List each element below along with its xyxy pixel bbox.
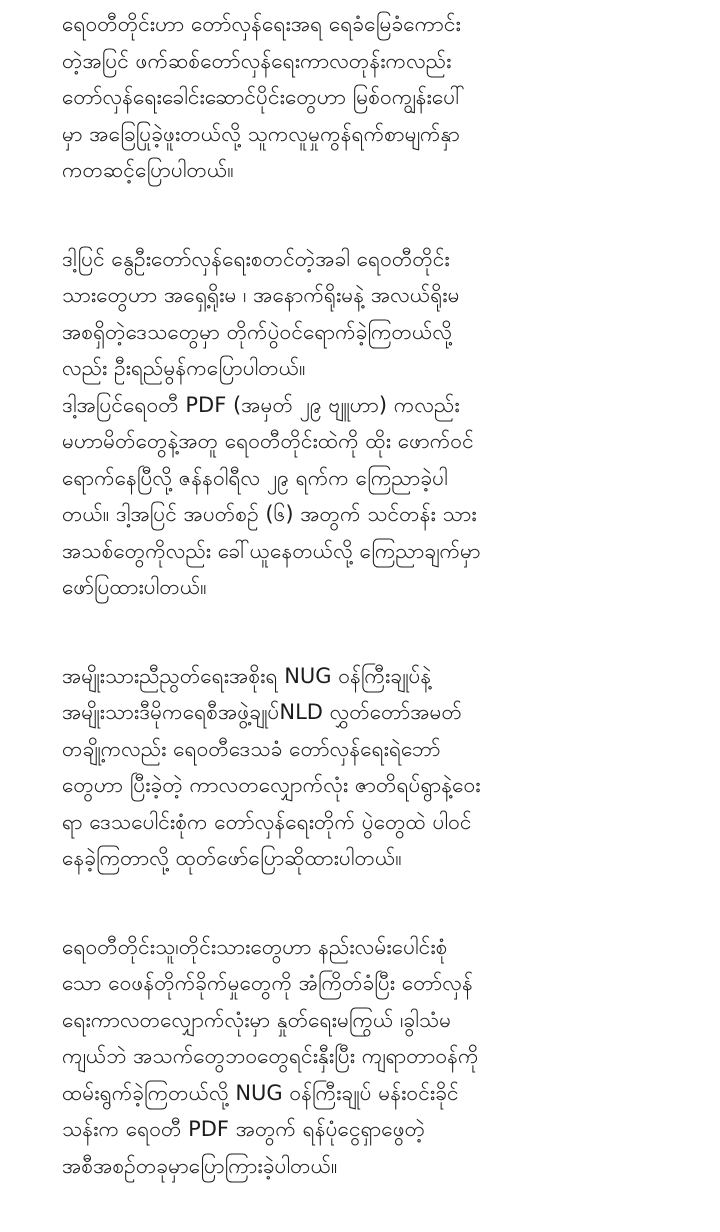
text-line: အစရှိတဲ့ဒေသတွေမှာ တိုက်ပွဲဝင်ရောက်ခဲ့ကြတယ်လို့ [62, 319, 453, 344]
text-line: မှာ အခြေပြုခဲ့ဖူးတယ်လို့ သူကလူမှုကွန်ရက်စာမျက်နှာ [62, 121, 460, 146]
paragraph-3 [62, 387, 702, 606]
article-body [62, 0, 702, 1184]
text-line: ဒါ့ပြင် နွေဦးတော်လှန်ရေးစတင်တဲ့အခါ ရေဝတီတိုင်း [62, 246, 450, 271]
paragraph-2 [62, 241, 702, 387]
text-line: ရာ ဒေသပေါင်းစုံက တော်လှန်ရေးတိုက် ပွဲတွေထဲ ပါဝင် [62, 809, 472, 834]
text-line: သန်းက ရေဝတီ PDF အတွက် ရန်ပုံငွေရှာဖွေတဲ့ [62, 1117, 426, 1141]
text-line: မဟာမိတ်တွေနဲ့အတူ ရေဝတီတိုင်းထဲကို ထိုး ဖောက်ဝင် [62, 429, 474, 453]
text-line: ရေးကာလတလျှောက်လုံးမှာ နှုတ်ရေးမကြွယ် ၊ခွါသံမ [62, 1007, 452, 1032]
text-line: တယ်။ ဒါ့အပြင် အပတ်စဉ် (၆) အတွက် သင်တန်း သား [62, 502, 477, 526]
text-line: တော်လှန်ရေးခေါင်းဆောင်ပိုင်းတွေဟာ မြစ်ဝကျွန်းပေါ် [62, 85, 465, 109]
paragraph-1 [62, 6, 702, 189]
text-line: ရေဝတီတိုင်းသူ၊တိုင်းသားတွေဟာ နည်းလမ်းပေါင်းစုံ [62, 934, 448, 959]
paragraph-5 [62, 929, 702, 1185]
text-line: ရေဝတီတိုင်းဟာ တော်လှန်ရေးအရ ရေခံမြေခံကောင်း [62, 12, 461, 36]
text-line: လည်း ဦးရည်မွန်ကပြောပါတယ်။ [62, 356, 306, 380]
text-line: ရောက်နေပြီလို့ ဇန်နဝါရီလ ၂၉ ရက်က ကြေညာခဲ့ပါ [62, 465, 448, 490]
text-line: ထမ်းရွက်ခဲ့ကြတယ်လို့ NUG ဝန်ကြီးချုပ် မန်းဝင်းခိုင် [62, 1080, 459, 1105]
text-line: တချို့ကလည်း ရေဝတီဒေသခံ တော်လှန်ရေးရဲဘော် [62, 736, 441, 761]
text-line: အသစ်တွေကိုလည်း ခေါ်ယူနေတယ်လို့ ကြေညာချက်မှာ [62, 538, 481, 563]
text-line: တဲ့အပြင် ဖက်ဆစ်တော်လှန်ရေးကာလတုန်းကလည်း [62, 48, 452, 73]
text-line: အစီအစဉ်တခုမှာပြောကြားခဲ့ပါတယ်။ [62, 1153, 338, 1178]
text-line: သော ဝေဖန်တိုက်ခိုက်မှုတွေကို အံကြိတ်ခံပြီး တော်လှန် [62, 971, 473, 995]
text-line: ဒါ့အပြင်ရေဝတီ PDF (အမှတ် ၂၉ ဗျူဟာ) ကလည်း [62, 392, 460, 417]
text-line: အမျိုးသားညီညွတ်ရေးအစိုးရ NUG ဝန်ကြီးချုပ်နဲ့ [62, 663, 432, 688]
text-line: တွေဟာ ပြီးခဲ့တဲ့ ကာလတလျှောက်လုံး ဇာတိရပ်ရွာနဲ့ဝေး [62, 773, 481, 797]
text-line: အမျိုးသားဒီမိုကရေစီအဖွဲ့ချုပ်NLD လွှတ်တော်အမတ် [62, 700, 462, 724]
text-line: သားတွေဟာ အရှေ့ရိုးမ ၊ အနောက်ရိုးမနဲ့ အလယ်ရိုးမ [62, 283, 460, 307]
paragraph-4 [62, 658, 702, 877]
text-line: ကျယ်ဘဲ အသက်တွေဘဝတွေရင်းနှီးပြီး ကျရာတာဝန်ကို [62, 1044, 479, 1068]
text-line: နေခဲ့ကြတာလို့ ထုတ်ဖော်ပြောဆိုထားပါတယ်။ [62, 846, 402, 870]
text-line: ကတဆင့်ပြောပါတယ်။ [62, 158, 234, 182]
text-line: ဖော်ပြထားပါတယ်။ [62, 575, 207, 599]
